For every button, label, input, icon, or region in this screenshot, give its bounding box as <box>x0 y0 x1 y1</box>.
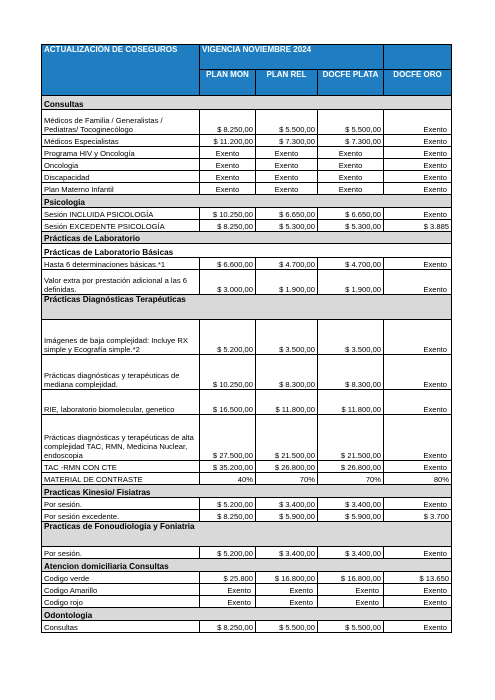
row-value: $ 3.400,00 <box>318 498 384 510</box>
row-value: Exento <box>318 596 384 608</box>
table-title: ACTUALIZACIÓN DE COSEGUROS <box>42 45 200 96</box>
row-value: $ 8.300,00 <box>318 355 384 390</box>
row-value: $ 3.700 <box>384 510 452 522</box>
row-label: MATERIAL DE CONTRASTE <box>42 473 200 485</box>
row-value: Exento <box>200 596 256 608</box>
row-value: $ 5.300,00 <box>318 220 384 232</box>
row-value: $ 21.500,00 <box>256 415 318 461</box>
row-value: $ 1.900,00 <box>256 270 318 295</box>
section-title: Consultas <box>42 96 452 110</box>
row-value: Exento <box>200 147 256 159</box>
row-value: Exento <box>318 159 384 171</box>
row-value: Exento <box>384 415 452 461</box>
row-value: Exento <box>384 461 452 473</box>
row-label: Prácticas diagnósticas y terapéuticas de alta complejidad TAC, RMN, Medicina Nuclear, endoscopia <box>42 415 200 461</box>
row-value: Exento <box>256 171 318 183</box>
row-value: Exento <box>256 584 318 596</box>
row-value: $ 8.300,00 <box>256 355 318 390</box>
row-value: $ 8.250,00 <box>200 621 256 633</box>
row-value: $ 5.200,00 <box>200 547 256 559</box>
table-row <box>42 208 452 220</box>
row-label: RIE, laboratorio biomolecular, genetico <box>42 390 200 415</box>
row-value: Exento <box>384 584 452 596</box>
row-value: Exento <box>200 584 256 596</box>
section-title: Practicas de Fonoudiologia y Foniatria <box>42 522 452 547</box>
row-value: $ 8.250,00 <box>200 110 256 135</box>
table-row <box>42 258 452 270</box>
table-body <box>42 45 452 633</box>
row-value: Exento <box>384 596 452 608</box>
row-value: Exento <box>384 147 452 159</box>
row-value: $ 13.650 <box>384 572 452 584</box>
row-value: Exento <box>200 183 256 195</box>
row-value: $ 25.800 <box>200 572 256 584</box>
table-row <box>42 171 452 183</box>
row-label: Por sesión excedente. <box>42 510 200 522</box>
header-spacer <box>384 45 452 70</box>
row-label: Plan Materno Infantil <box>42 183 200 195</box>
table-row <box>42 572 452 584</box>
row-label: Sesión INCLUIDA PSICOLOGÍA <box>42 208 200 220</box>
row-value: $ 3.400,00 <box>256 547 318 559</box>
row-value: $ 8.250,00 <box>200 510 256 522</box>
row-label: Prácticas diagnósticas y terapéuticas de mediana complejidad. <box>42 355 200 390</box>
row-value: Exento <box>384 498 452 510</box>
row-label: Por sesión. <box>42 498 200 510</box>
row-value: 70% <box>318 473 384 485</box>
row-value: $ 21.500,00 <box>318 415 384 461</box>
row-value: Exento <box>384 270 452 295</box>
row-value: Exento <box>384 183 452 195</box>
row-value: $ 6.650,00 <box>256 208 318 220</box>
row-value: Exento <box>200 171 256 183</box>
row-value: $ 3.500,00 <box>318 320 384 355</box>
row-value: Exento <box>384 171 452 183</box>
row-value: Exento <box>256 147 318 159</box>
row-value: 70% <box>256 473 318 485</box>
section-header <box>42 559 452 572</box>
table-row <box>42 135 452 147</box>
row-value: $ 3.000,00 <box>200 270 256 295</box>
section-header <box>42 195 452 208</box>
row-value: $ 16.800,00 <box>256 572 318 584</box>
row-value: Exento <box>384 355 452 390</box>
row-label: Codigo verde <box>42 572 200 584</box>
row-value: $ 5.300,00 <box>256 220 318 232</box>
row-value: $ 5.200,00 <box>200 320 256 355</box>
row-value: $ 10.250,00 <box>200 355 256 390</box>
row-value: Exento <box>384 110 452 135</box>
row-value: Exento <box>318 584 384 596</box>
row-value: Exento <box>256 183 318 195</box>
table-row <box>42 220 452 232</box>
section-title: Practicas Kinesio/ Fisiatras <box>42 485 452 498</box>
row-label: Programa HIV y Oncología <box>42 147 200 159</box>
section-title: Atencion domiciliaria Consultas <box>42 559 452 572</box>
row-value: 40% <box>200 473 256 485</box>
row-value: Exento <box>384 390 452 415</box>
table-row <box>42 159 452 171</box>
row-value: Exento <box>384 208 452 220</box>
row-value: $ 3.500,00 <box>256 320 318 355</box>
row-label: Médicos Especialistas <box>42 135 200 147</box>
section-header <box>42 522 452 547</box>
row-value: $ 8.250,00 <box>200 220 256 232</box>
row-value: $ 4.700,00 <box>318 258 384 270</box>
row-value: $ 35.200,00 <box>200 461 256 473</box>
section-header <box>42 96 452 110</box>
row-value: $ 5.900,00 <box>318 510 384 522</box>
row-value: Exento <box>318 171 384 183</box>
table-row <box>42 320 452 355</box>
row-label: Discapacidad <box>42 171 200 183</box>
row-value: $ 11.800,00 <box>256 390 318 415</box>
row-label: Imágenes de baja complejidad: Incluye RX simple y Ecografía simple.*2 <box>42 320 200 355</box>
row-value: $ 4.700,00 <box>256 258 318 270</box>
table-row <box>42 270 452 295</box>
section-title: Prácticas Diagnósticas Terapéuticas <box>42 295 452 320</box>
section-header <box>42 232 452 244</box>
row-value: $ 5.200,00 <box>200 498 256 510</box>
row-value: $ 11.200,00 <box>200 135 256 147</box>
row-value: Exento <box>384 159 452 171</box>
row-label: Consultas <box>42 621 200 633</box>
row-label: Por sesión. <box>42 547 200 559</box>
vigencia-label: VIGENCIA NOVIEMBRE 2024 <box>200 45 384 70</box>
row-label: Médicos de Familia / Generalistas / Pediatras/ Tocoginecólogo <box>42 110 200 135</box>
row-value: $ 3.885 <box>384 220 452 232</box>
row-value: Exento <box>384 135 452 147</box>
table-row <box>42 110 452 135</box>
table-row <box>42 621 452 633</box>
row-value: $ 16.800,00 <box>318 572 384 584</box>
row-value: Exento <box>384 547 452 559</box>
row-value: Exento <box>318 147 384 159</box>
row-value: $ 7.300,00 <box>318 135 384 147</box>
col-header-plan-mon: PLAN MON <box>200 70 256 96</box>
row-value: 80% <box>384 473 452 485</box>
col-header-docfe-oro: DOCFE ORO <box>384 70 452 96</box>
row-value: $ 5.900,00 <box>256 510 318 522</box>
header-row <box>42 45 452 70</box>
row-value: Exento <box>318 183 384 195</box>
row-label: Hasta 6 determinaciones básicas.*1 <box>42 258 200 270</box>
row-value: $ 7.300,00 <box>256 135 318 147</box>
table-row <box>42 547 452 559</box>
row-value: $ 26.800,00 <box>318 461 384 473</box>
table-row <box>42 390 452 415</box>
table-row <box>42 510 452 522</box>
row-value: Exento <box>256 159 318 171</box>
row-label: TAC -RMN CON CTE <box>42 461 200 473</box>
row-value: Exento <box>384 320 452 355</box>
table-row <box>42 183 452 195</box>
section-header <box>42 295 452 320</box>
row-value: $ 26.800,00 <box>256 461 318 473</box>
section-subtitle: Prácticas de Laboratorio Básicas <box>42 244 452 258</box>
row-value: $ 1.900,00 <box>318 270 384 295</box>
table-row <box>42 596 452 608</box>
section-header <box>42 485 452 498</box>
row-label: Oncologia <box>42 159 200 171</box>
row-value: $ 6.600,00 <box>200 258 256 270</box>
table-row <box>42 584 452 596</box>
row-value: Exento <box>200 159 256 171</box>
row-value: $ 5.500,00 <box>318 110 384 135</box>
row-label: Codigo Amarillo <box>42 584 200 596</box>
row-value: Exento <box>256 596 318 608</box>
row-label: Sesión EXCEDENTE PSICOLOGÍA <box>42 220 200 232</box>
row-value: $ 27.500,00 <box>200 415 256 461</box>
table-row <box>42 498 452 510</box>
row-value: $ 10.250,00 <box>200 208 256 220</box>
section-header <box>42 608 452 621</box>
section-title: Prácticas de Laboratorio <box>42 232 452 244</box>
table-row <box>42 355 452 390</box>
row-value: $ 5.500,00 <box>256 110 318 135</box>
section-title: Odontologia <box>42 608 452 621</box>
row-value: Exento <box>384 621 452 633</box>
row-value: $ 3.400,00 <box>256 498 318 510</box>
row-value: $ 5.500,00 <box>318 621 384 633</box>
table-row <box>42 147 452 159</box>
row-value: $ 16.500,00 <box>200 390 256 415</box>
table-row <box>42 415 452 461</box>
row-value: $ 11.800,00 <box>318 390 384 415</box>
table-row <box>42 473 452 485</box>
section-subtitle-row <box>42 244 452 258</box>
section-title: Psicologia <box>42 195 452 208</box>
table-row <box>42 461 452 473</box>
row-label: Codigo rojo <box>42 596 200 608</box>
col-header-docfe-plata: DOCFE PLATA <box>318 70 384 96</box>
row-value: Exento <box>384 258 452 270</box>
coseguros-table <box>41 44 452 633</box>
row-value: $ 6.650,00 <box>318 208 384 220</box>
row-value: $ 5.500,00 <box>256 621 318 633</box>
col-header-plan-rel: PLAN REL <box>256 70 318 96</box>
row-value: $ 3.400,00 <box>318 547 384 559</box>
row-label: Valor extra por prestación adicional a las 6 definidas. <box>42 270 200 295</box>
